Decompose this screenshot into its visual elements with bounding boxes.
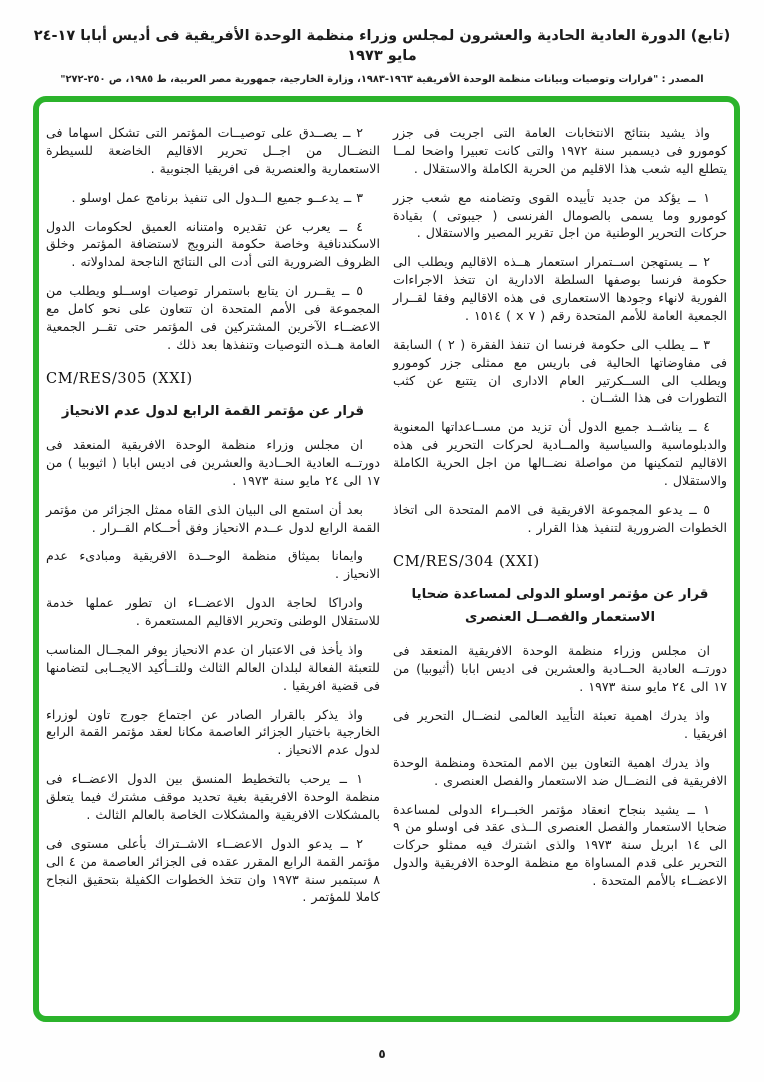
session-title: (تابع) الدورة العادية الحادية والعشرون لمجلس وزراء منظمة الوحدة الأفريقية فى أديس أبابا ١٧-٢٤ مايو ١٩٧٣ <box>33 28 731 65</box>
resolution-heading: قرار عن مؤتمر القمة الرابع لدول عدم الانحياز <box>61 403 365 419</box>
paragraph: ان مجلس وزراء منظمة الوحدة الافريقية المنعقد فى دورتــه العادية الحــادية والعشرين فى اديس ابابا (أثيوبيا) من ١٧ الى ٢٤ مايو سنة ١٩٧٣ . <box>393 643 727 695</box>
paragraph: ١ ــ يؤكد من جديد تأييده القوى وتضامنه مع شعب جزر كومورو وما يسمى بالصومال الفرنسى ( جيبوتى ) بقيادة حركات التحرير الوطنية من اجل تقرير المصير والاستقلال . <box>393 189 727 241</box>
content-frame <box>33 96 740 1022</box>
paragraph: ٢ ــ يستهجن اســتمرار استعمار هــذه الاقاليم ويطلب الى حكومة فرنسا بوصفها السلطة الادارية ان تتخذ الاجراءات الفورية لانهاء وجودها الاستعمارى فى هذه الاقاليم وفقا لقــرار الجمعية العامة للأمم المتحدة رقم ( ٧ x ) ١٥١٤ . <box>393 254 727 323</box>
resolution-code: CM/RES/304 (XXI) <box>393 553 540 570</box>
page-header <box>20 26 744 85</box>
paragraph: واذ يدرك اهمية تعبئة التأييد العالمى لنضــال التحرير فى افريقيا . <box>393 708 727 741</box>
paragraph: ٢ ــ يدعو الدول الاعضــاء الاشــتراك بأعلى مستوى فى مؤتمر القمة الرابع المقرر عقده فى الجزائر العاصمة من ٤ الى ٨ سبتمبر سنة ١٩٧٣ وان تتخذ الخطوات الكفيلة بتحقيق النجاح كاملا للمؤتمر . <box>46 835 380 905</box>
paragraph: وايمانا بميثاق منظمة الوحــدة الافريقية ومبادىء عدم الانحياز . <box>46 548 380 582</box>
paragraph: بعد أن استمع الى البيان الذى القاه ممثل الجزائر من مؤتمر القمة الرابع لدول عــدم الانحياز وفق أحــكام القــرار . <box>46 501 380 535</box>
paragraph: ٥ ــ يقــرر ان يتابع باستمرار توصيات اوســلو ويطلب من المجموعة فى الأمم المتحدة ان تتعاون على نحو كامل مع الاعضــاء الآخرين المشتركين فى المؤتمر حتى تقــر الجمعية العامة هــذه التوصيات وتنفذها بعد ذلك . <box>46 283 380 352</box>
paragraph: ٣ ــ يدعــو جميع الــدول الى تنفيذ برنامج عمل اوسلو . <box>71 189 363 205</box>
column-right <box>393 124 727 1008</box>
source-citation: المصدر : "قرارات وتوصيات وبيانات منظمة الوحدة الأفريقية ١٩٦٣-١٩٨٣، وزارة الخارجية، جمهورية مصر العربية، ط ١٩٨٥، ص ٢٥٠-٢٧٢" <box>60 73 704 85</box>
paragraph: ١ ــ يرحب بالتخطيط المنسق بين الدول الاعضــاء فى منظمة الوحدة الافريقية بغية تحديد موقف مشترك فيما يتعلق بالمشكلات الافريقية والمشكلات الخاصة بالعالم الثالث . <box>46 771 380 822</box>
resolution-code: CM/RES/305 (XXI) <box>46 370 193 387</box>
page-number: ٥ <box>378 1047 386 1061</box>
paragraph: واذ يأخذ فى الاعتبار ان عدم الانحياز يوفر المجــال المناسب للتعبئة الفعالة لبلدان العالم الثالث وللتــأكيد الايجــابى لتضامنها فى قضية افريقيا . <box>46 641 380 693</box>
paragraph: ٥ ــ يدعو المجموعة الافريقية فى الامم المتحدة الى اتخاذ الخطوات الضرورية لتنفيذ هذا القرار . <box>393 501 727 535</box>
column-left <box>46 124 380 1008</box>
paragraph: واذ يذكر بالقرار الصادر عن اجتماع جورج تاون لوزراء الخارجية باختيار الجزائر العاصمة مكانا لعقد مؤتمر القمة الرابع لدول عدم الانحياز . <box>46 706 380 758</box>
paragraph: واذ يشيد بنتائج الانتخابات العامة التى اجريت فى جزر كومورو فى ديسمبر سنة ١٩٧٢ والتى كانت تعبيرا واضحا لمــا يتطلع اليه شعب هذا الاقليم من الحرية الكاملة والاستقلال . <box>393 125 727 176</box>
paragraph: ٢ ــ يصــدق على توصيــات المؤتمر التى تشكل اسهاما فى النضــال من اجــل تحرير الاقاليم الخاضعة للسيطرة الاستعمارية والعنصرية فى افريقيا الجنوبية . <box>46 125 380 176</box>
resolution-heading: قرار عن مؤتمر اوسلو الدولى لمساعدة ضحايا الاستعمار والفصــل العنصرى <box>411 586 709 625</box>
paragraph: ٤ ــ يعرب عن تقديره وامتنانه العميق لحكومات الدول الاسكندنافية وخاصة حكومة النرويج لاستضافة المؤتمر وخلق الظروف الضرورية التى أدت الى النتائج الناجحة لمداولاته . <box>46 218 380 270</box>
paragraph: ٤ ــ يناشــد جميع الدول أن تزيد من مســاعداتها المعنوية والدبلوماسية والسياسية والمــادية لحركات التحرير فى هذه الاقاليم لتمكينها من مواصلة نضــالها من اجل الحرية الكاملة والاستقلال . <box>393 419 727 488</box>
paragraph: ١ ــ يشيد بنجاح انعقاد مؤتمر الخبــراء الدولى لمساعدة ضحايا الاستعمار والفصل العنصرى الــذى عقد فى اوسلو من ٩ الى ١٤ ابريل سنة ١٩٧٣ والذى اشترك فيه ممثلو حركات التحرير على قدم المساواة مع منظمة الوحدة الافريقية والدول الاعضــاء بالأمم المتحدة . <box>393 801 727 889</box>
paragraph: ان مجلس وزراء منظمة الوحدة الافريقية المنعقد فى دورتــه العادية الحــادية والعشرين فى اديس ابابا ( اثيوبيا ) من ١٧ الى ٢٤ مايو سنة ١٩٧٣ . <box>46 437 380 488</box>
paragraph: وادراكا لحاجة الدول الاعضــاء ان تطور عملها خدمة للاستقلال الوطنى وتحرير الاقاليم المستعمرة . <box>46 595 380 629</box>
two-column-layout <box>39 102 734 1016</box>
paragraph: ٣ ــ يطلب الى حكومة فرنسا ان تنفذ الفقرة ( ٢ ) السابقة فى مفاوضاتها الحالية فى باريس مع ممثلى جزر كومورو ويطلب الى الســكرتير العام الادارى ان يتتبع عن كثب التطورات فى هذا الشــان . <box>393 336 727 406</box>
paragraph: واذ يدرك اهمية التعاون بين الامم المتحدة ومنظمة الوحدة الافريقية فى النضــال ضد الاستعمار والفصل العنصرى . <box>393 754 727 788</box>
